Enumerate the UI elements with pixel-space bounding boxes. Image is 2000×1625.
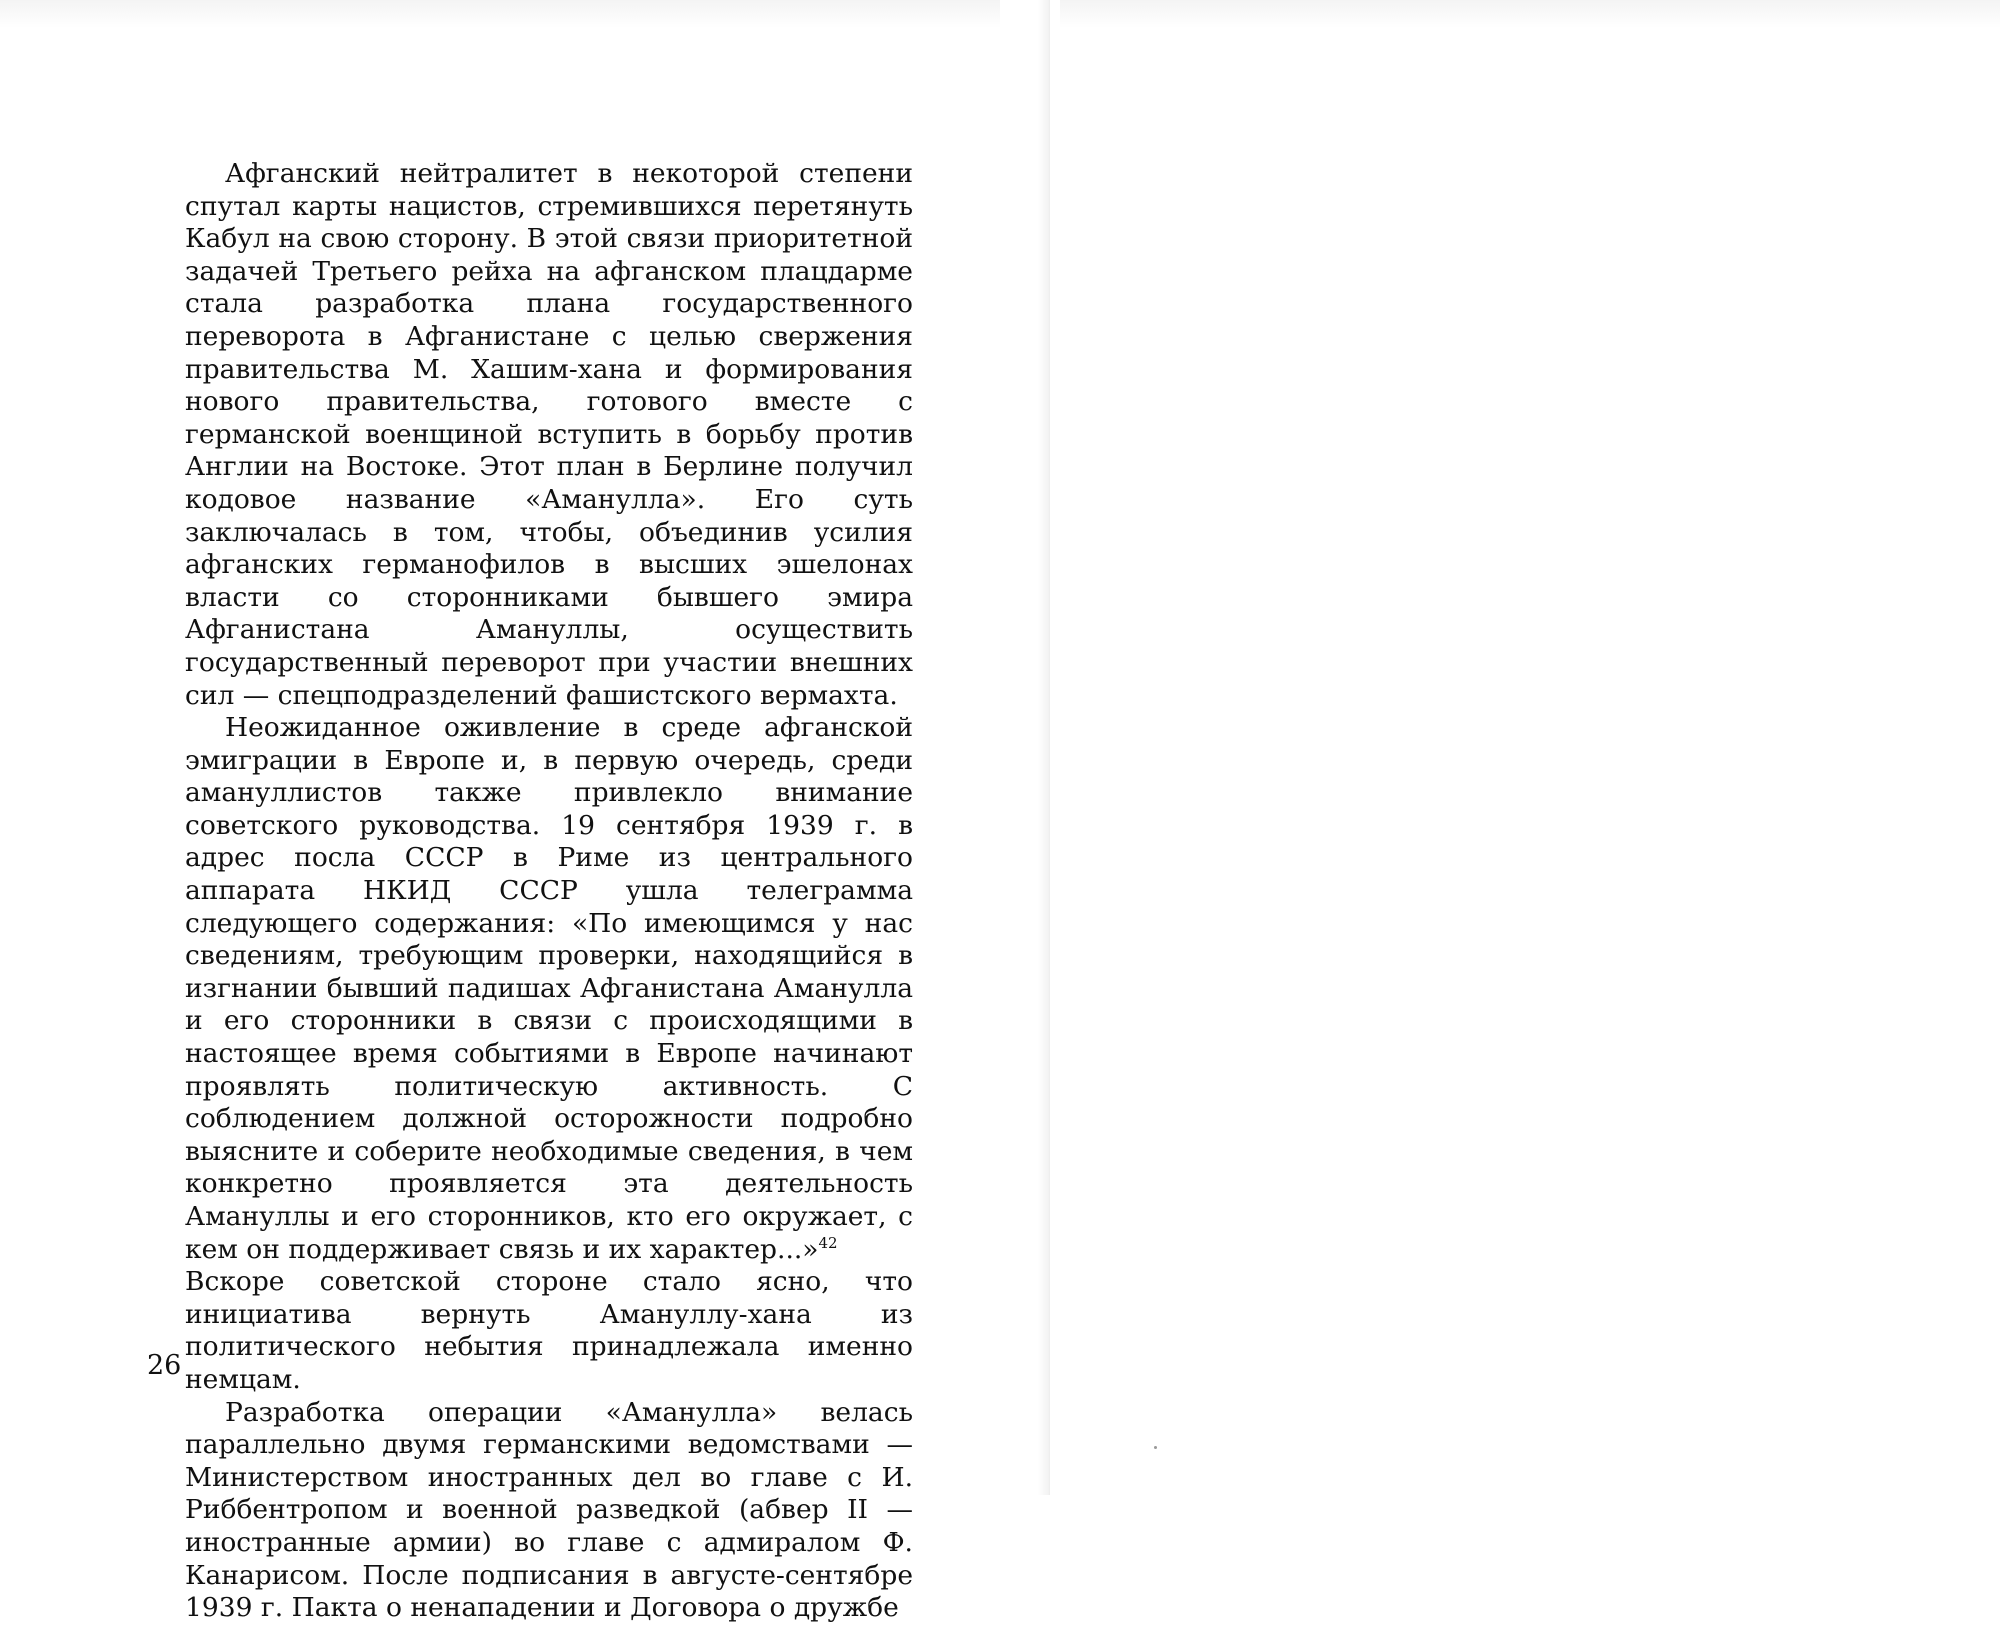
paragraph-text: Неожиданное оживление в среде афганской эмиграции в Европе и, в первую очередь, среди амануллистов также привлекло внимание советского руководства. 19 сентября 1939 г. в адрес посла СССР в Риме из центрального аппарата НКИД СССР ушла телеграмма следующего содержания: «По имеющимся у нас сведениям, требующим проверки, находящийся в изгнании бывший падишах Афганистана Аманулла и его сторонники в связи с происходящими в настоящее время событиями в Европе начинают проявлять политическую активность. С соблюдением должной осторожности подробно выясните и соберите необходимые сведения, в чем конкретно проявляется эта деятельность Амануллы и его сторонников, кто его окружает, с кем он поддерживает связь и их характер...»	[185, 712, 913, 1265]
left-page-top-shadow	[0, 0, 1000, 28]
paragraph: Разработка операции «Аманулла» велась параллельно двумя германскими ведомствами — Министерством иностранных дел во главе с И. Риббентропом и военной разведкой (абвер II — иностранные армии) во главе с адмиралом Ф. Канарисом. После подписания в августе-сентябре 1939 г. Пакта о ненападении и Договора о дружбе	[185, 1396, 913, 1624]
page-number: 26	[147, 1350, 182, 1381]
footnote-reference: 42	[818, 1233, 838, 1252]
paragraph: Вскоре советской стороне стало ясно, что инициатива вернуть Амануллу-хана из политического небытия принадлежала именно немцам.	[185, 1266, 913, 1395]
left-page-body	[185, 158, 913, 1625]
right-page-top-shadow	[1060, 0, 2000, 28]
right-page	[1050, 0, 2000, 1495]
paragraph	[185, 712, 913, 1266]
paragraph: Афганский нейтралитет в некоторой степени спутал карты нацистов, стремившихся перетянуть Кабул на свою сторону. В этой связи приоритетной задачей Третьего рейха на афганском плацдарме стала разработка плана государственного переворота в Афганистане с целью свержения правительства М. Хашим-хана и формирования нового правительства, готового вместе с германской военщиной вступить в борьбу против Англии на Востоке. Этот план в Берлине получил кодовое название «Аманулла». Его суть заключалась в том, чтобы, объединив усилия афганских германофилов в высших эшелонах власти со сторонниками бывшего эмира Афганистана Амануллы, осуществить государственный переворот при участии внешних сил — спецподразделений фашистского вермахта.	[185, 158, 913, 711]
paper-speck	[1154, 1446, 1157, 1449]
